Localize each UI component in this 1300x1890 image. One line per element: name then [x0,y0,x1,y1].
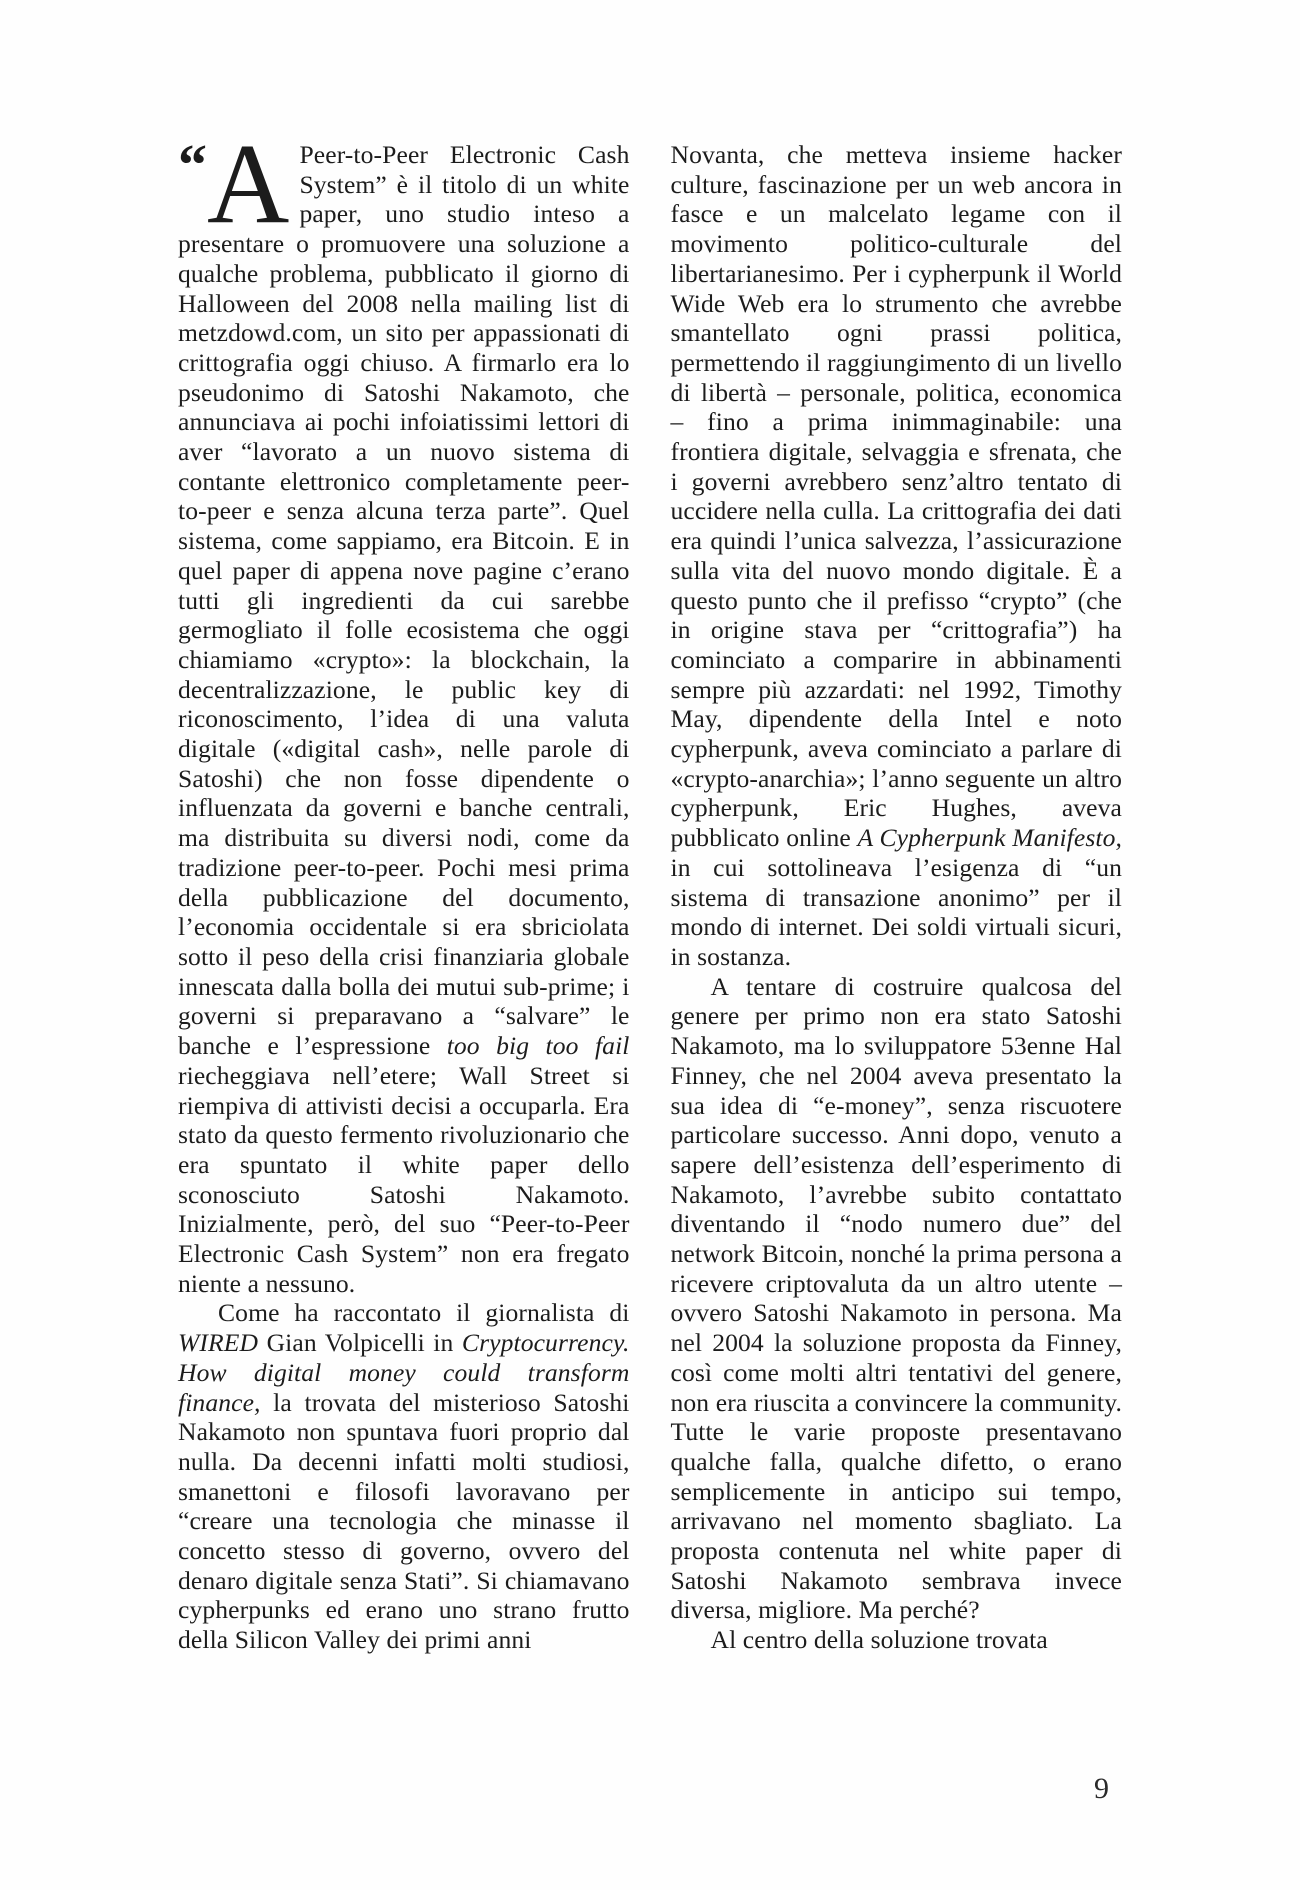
column-left [178,120,630,1655]
text-run: la trovata del misterioso Satoshi Nakamoto non spuntava fuori proprio dal nulla. Da decenni infatti molti studiosi, smanettoni e filosofi lavoravano per “creare una tecnologia che minasse il concetto stesso di governo, ovvero del denaro digitale senza Stati”. Si chiamavano cypherpunks ed erano uno strano frutto della Silicon Valley dei primi anni [178,1387,630,1655]
italic-text-run: A Cypherpunk Manifesto, [857,823,1123,853]
drop-cap-letter: A [207,120,290,247]
text-run: Peer-to-Peer Electronic Cash System” è il titolo di un white paper, uno studio inteso a presentare o promuovere una soluzione a qualche problema, pubblicato il giorno di Halloween del 2008 nella mailing list di metzdowd.com, un sito per appassionati di crittografia oggi chiuso. A firmarlo era lo pseudonimo di Satoshi Nakamoto, che annunciava ai pochi infoiatissimi lettori di aver “lavorato a un nuovo sistema di contante elettronico completamente peer-to-peer e senza alcuna terza parte”. Quel sistema, come sappiamo, era Bitcoin. E in quel paper di appena nove pagine c’erano tutti gli ingredienti da cui sarebbe germogliato il folle ecosistema che oggi chiamiamo «crypto»: la blockchain, la decentralizzazione, le public key di riconoscimento, l’idea di una valuta digitale («digital cash», nelle parole di Satoshi) che non fosse dipendente o influenzata da governi e banche centrali, ma distribuita su diversi nodi, come da tradizione peer-to-peer. Pochi mesi prima della pubblicazione del documento, l’economia occidentale si era sbriciolata sotto il peso della crisi finanziaria globale innescata dalla bolla dei mutui sub-prime; i governi si preparavano a “salvare” le banche e l’espressione [178,140,630,1061]
drop-cap-block [178,120,290,247]
italic-text-run: Cryptocurrency. How digital money could transform finance, [178,1328,630,1417]
italic-text-run: WIRED [178,1328,259,1358]
paragraph [178,1298,630,1654]
page-number: 9 [1094,1772,1109,1805]
paragraph [178,120,630,1298]
text-run: in cui sottolineava l’esigenza di “un sistema di transazione anonimo” per il mondo di internet. Dei soldi virtuali sicuri, in sostanza. [670,852,1122,971]
text-run: Gian Volpicelli in [258,1328,462,1358]
text-run: Al centro della soluzione trovata [710,1625,1048,1655]
paragraph [671,972,1123,1625]
text-run: Novanta, che metteva insieme hacker culture, fascinazione per un web ancora in fasce e un malcelato legame con il movimento politico-culturale del libertarianesimo. Per i cypherpunk il World Wide Web era lo strumento che avrebbe smantellato ogni prassi politica, permettendo il raggiungimento di un livello di libertà – personale, politica, economica – fino a prima inimmaginabile: una frontiera digitale, selvaggia e sfrenata, che i governi avrebbero senz’altro tentato di uccidere nella culla. La crittografia dei dati era quindi l’unica salvezza, l’assicurazione sulla vita del nuovo mondo digitale. È a questo punto che il prefisso “crypto” (che in origine stava per “crittografia”) ha cominciato a comparire in abbinamenti sempre più azzardati: nel 1992, Timothy May, dipendente della Intel e noto cypherpunk, aveva cominciato a parlare di «crypto-anarchia»; l’anno seguente un altro cypherpunk, Eric Hughes, aveva pubblicato online [670,140,1122,853]
column-right [671,140,1123,1655]
text-run: Come ha raccontato il giornalista di [218,1298,630,1328]
opening-quote-mark: “ [178,132,204,197]
article-body [178,120,1123,1655]
text-run: A tentare di costruire qualcosa del genere per primo non era stato Satoshi Nakamoto, ma lo sviluppatore 53enne Hal Finney, che nel 2004 aveva presentato la sua idea di “e-money”, senza riscuotere particolare successo. Anni dopo, venuto a sapere dell’esistenza dell’esperimento di Nakamoto, l’avrebbe subito contattato diventando il “nodo numero due” del network Bitcoin, nonché la prima persona a ricevere criptovaluta da un altro utente – ovvero Satoshi Nakamoto in persona. Ma nel 2004 la soluzione proposta da Finney, così come molti altri tentativi del genere, non era riuscita a convincere la community. Tutte le varie proposte presentavano qualche falla, qualche difetto, o erano semplicemente in anticipo sui tempo, arrivavano nel momento sbagliato. La proposta contenuta nel white paper di Satoshi Nakamoto sembrava invece diversa, migliore. Ma perché? [670,971,1122,1625]
paragraph [671,140,1123,972]
italic-text-run: too big too fail [446,1031,630,1061]
text-run: riecheggiava nell’etere; Wall Street si riempiva di attivisti decisi a occuparla. Era stato da questo fermento rivoluzionario che era spuntato il white paper dello sconosciuto Satoshi Nakamoto. Inizialmente, però, del suo “Peer-to-Peer Electronic Cash System” non era fregato niente a nessuno. [178,1060,630,1298]
paragraph [671,1625,1123,1655]
